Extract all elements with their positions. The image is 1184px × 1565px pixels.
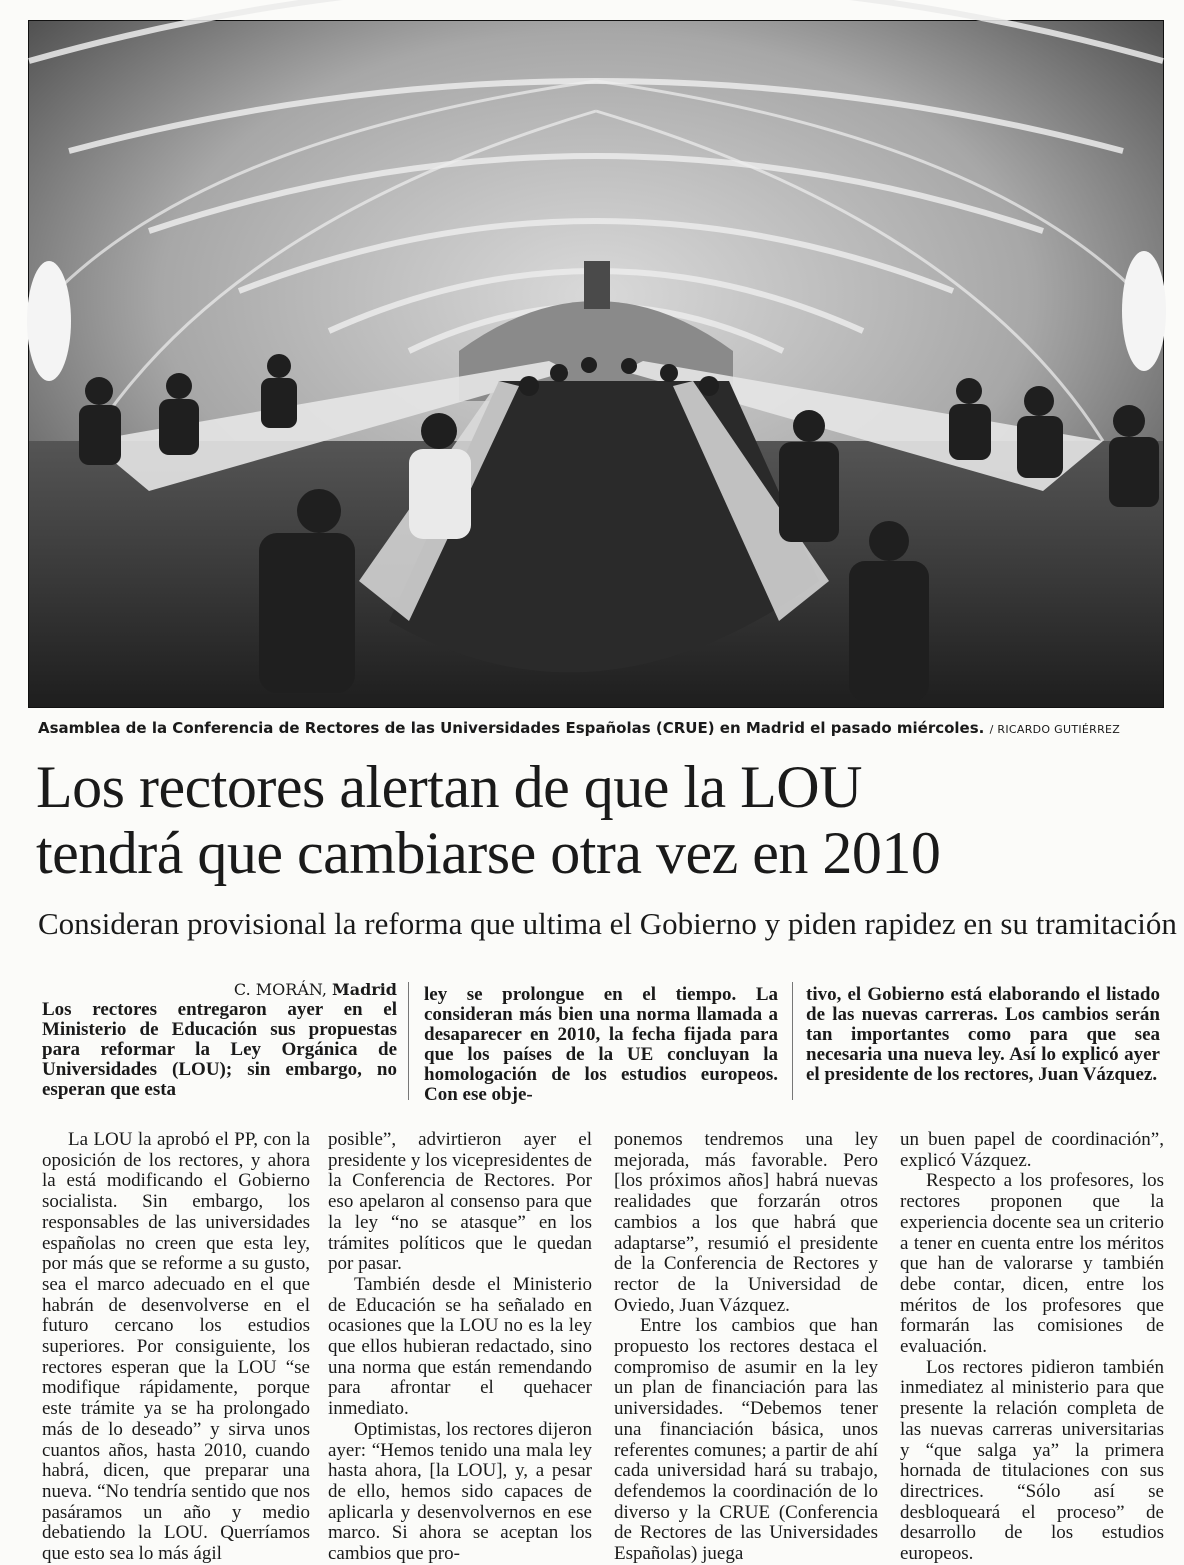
body-paragraph: Entre los cambios que han propuesto los rectores destaca el compromiso de asumir en la ley un plan de financiación para las universidades. “Debemos tener una financiación básica, unos referentes comunes; a partir de ahí cada universidad hará su trabajo, defendemos la coordinación de lo diverso y la CRUE (Conferencia de Rectores de las Universidades Españolas) juega <box>614 1315 878 1565</box>
body-paragraph: ponemos tendremos una ley mejorada, más favorable. Pero [los próximos años] habrá nuevas realidades que forzarán otros cambios a los que habrá que adaptarse”, resumió el presidente de la Conferencia de Rectores y rector de la Universidad de Oviedo, Juan Vázquez. <box>614 1129 878 1316</box>
body-paragraph: La LOU la aprobó el PP, con la oposición de los rectores, y ahora la está modificando el Gobierno socialista. Sin embargo, los responsables de las universidades españolas no creen que esta ley, por más que se reforme a su gusto, sea el marco adecuado en el que habrán de desenvolverse en el futuro cercano los estudios superiores. Por consiguiente, los rectores esperan que la LOU “se modifique rápidamente, porque este trámite ya se ha prolongado más de lo deseado” y sirva unos cuantos años, hasta 2010, cuando habrá, dicen, que preparar una nueva. “No tendría sentido que nos pasáramos un año y medio debatiendo la LOU. Querríamos que esto sea lo más ágil <box>42 1129 310 1565</box>
subheadline: Consideran provisional la reforma que ultima el Gobierno y piden rapidez en su tramitación <box>38 906 1177 941</box>
byline <box>42 980 397 1000</box>
body-paragraph: posible”, advirtieron ayer el presidente y los vicepresidentes de la Conferencia de Rectores. Por eso apelaron al consenso para que la ley “no se atasque” en los trámites políticos que le quedan por pasar. <box>328 1129 592 1275</box>
lead-divider-2 <box>792 982 793 1100</box>
lead-column-2 <box>424 985 778 1115</box>
body-paragraph: Los rectores pidieron también inmediatez al ministerio para que presente la relación completa de las nuevas carreras universitarias y “que salga ya” la primera hornada de titulaciones con sus directrices. “Sólo así se desbloqueará el proceso” de desarrollo de los estudios europeos. <box>900 1356 1164 1565</box>
body-paragraph: Optimistas, los rectores dijeron ayer: “Hemos tenido una mala ley hasta ahora, [la LOU], y, a pesar de ello, hemos sido capaces de aplicarla y desenvolvernos en ese marco. Si ahora se aceptan los cambios que pro- <box>328 1418 592 1565</box>
headline-line-2: tendrá que cambiarse otra vez en 2010 <box>36 820 941 886</box>
body-column-4 <box>900 1129 1164 1565</box>
photo-credit: / RICARDO GUTIÉRREZ <box>989 723 1121 736</box>
headline <box>36 754 1156 886</box>
body-paragraph: Respecto a los profesores, los rectores proponen que la experiencia docente sea un criterio a tener en cuenta entre los méritos que han de valorarse y también debe contar, dicen, entre los méritos de los profesores que formarán las comisiones de evaluación. <box>900 1170 1164 1358</box>
lead-paragraph-2: ley se prolongue en el tiempo. La consideran más bien una norma llamada a desaparecer en 2010, la fecha fijada para que los países de la UE concluyan la homologación de los estudios europeos. Con ese obje- <box>424 984 778 1105</box>
body-column-3 <box>614 1129 878 1565</box>
byline-place: Madrid <box>332 980 397 999</box>
lead-paragraph-3: tivo, el Gobierno está elaborando el listado de las nuevas carreras. Los cambios serán tan importantes como para que sea necesaria una nueva ley. Así lo explicó ayer el presidente de los rectores, Juan Vázquez. <box>806 984 1160 1085</box>
body-column-1 <box>42 1129 310 1565</box>
photo-caption: Asamblea de la Conferencia de Rectores de las Universidades Españolas (CRUE) en Madrid el pasado miércoles. / RICARDO GUTIÉRREZ <box>38 719 1121 737</box>
lead-column-1 <box>42 980 397 1110</box>
body-paragraph: También desde el Ministerio de Educación se ha señalado en ocasiones que la LOU no es la ley que ellos hubieran redactado, sino una norma que están remendando para afrontar el quehacer inmediato. <box>328 1273 592 1420</box>
assembly-photo <box>28 20 1164 708</box>
headline-line-1: Los rectores alertan de que la LOU <box>36 754 862 820</box>
body-column-2 <box>328 1129 592 1565</box>
lead-column-3 <box>806 985 1160 1115</box>
body-paragraph: un buen papel de coordinación”, explicó Vázquez. <box>900 1129 1164 1171</box>
assembly-hall-illustration <box>29 21 1163 707</box>
byline-author: C. MORÁN, <box>233 980 327 999</box>
lead-divider-1 <box>408 982 409 1100</box>
lead-paragraph-1: Los rectores entregaron ayer en el Ministerio de Educación sus propuestas para reformar la Ley Orgánica de Universidades (LOU); sin embargo, no esperan que esta <box>42 999 397 1100</box>
